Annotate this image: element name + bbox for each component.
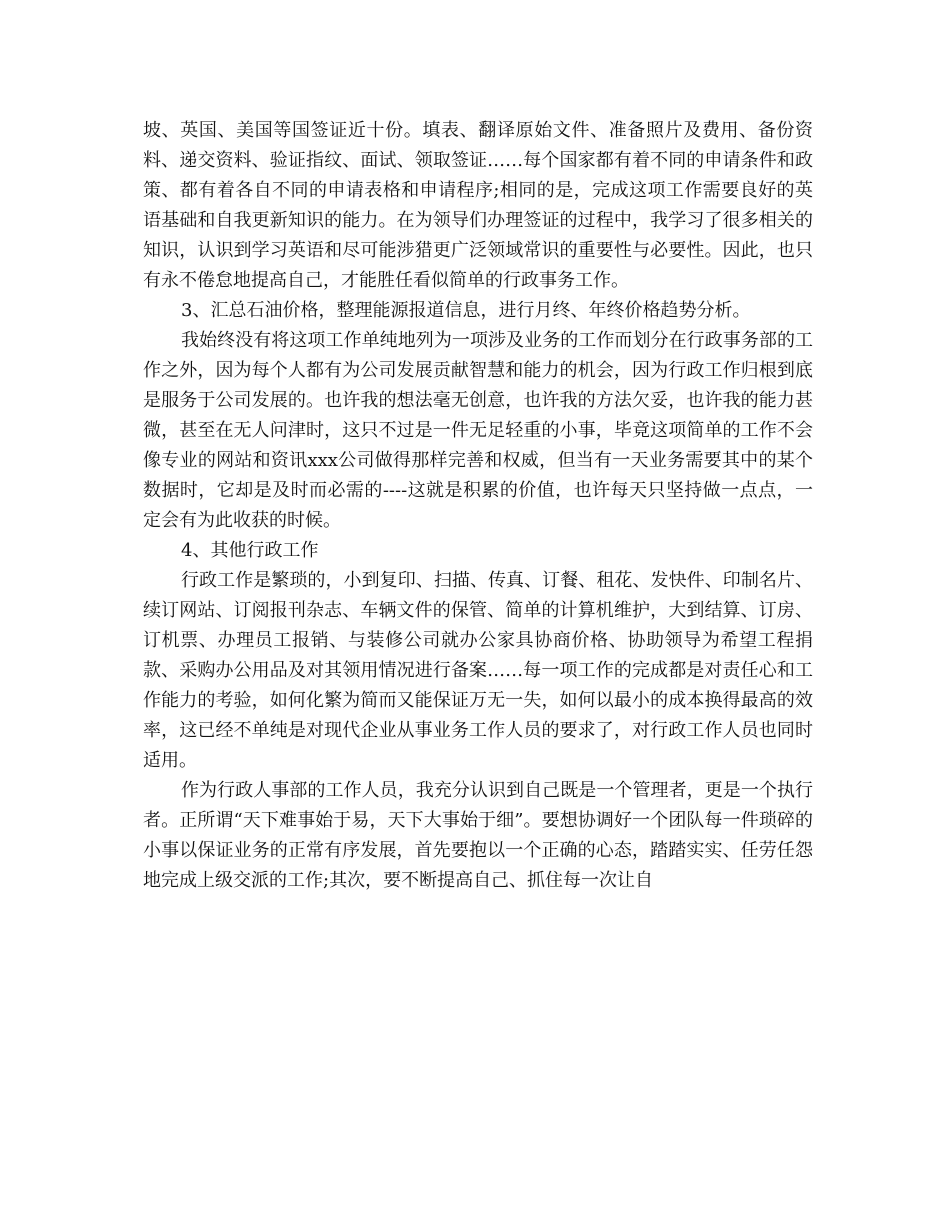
paragraph-manager-executor: 作为行政人事部的工作人员，我充分认识到自己既是一个管理者，更是一个执行者。正所谓“天下难事始于易，天下大事始于细”。要想协调好一个团队每一件琐碎的小事以保证业务的正常有序发展，首先要抱以一个正确的心态，踏踏实实、任劳任怨地完成上级交派的工作;其次，要不断提高自己、抓住每一次让自: [143, 780, 813, 891]
paragraph-admin-tasks: 行政工作是繁琐的，小到复印、扫描、传真、订餐、租花、发快件、印制名片、续订网站、订阅报刊杂志、车辆文件的保管、简单的计算机维护，大到结算、订房、订机票、办理员工报销、与装修公司就办公家具协商价格、协助领导为希望工程捐款、采购办公用品及对其领用情况进行备案……每一项工作的完成都是对责任心和工作能力的考验，如何化繁为简而又能保证万无一失，如何以最小的成本换得最高的效率，这已经不单纯是对现代企业从事业务工作人员的要求了，对行政工作人员也同时适用。: [143, 570, 813, 771]
section-heading-other-admin-work: 4、其他行政工作: [181, 540, 319, 561]
section-heading-oil-prices: 3、汇总石油价格，整理能源报道信息，进行月终、年终价格趋势分析。: [181, 300, 751, 321]
document-body: [143, 116, 813, 896]
paragraph-data-accumulation: 我始终没有将这项工作单纯地列为一项涉及业务的工作而划分在行政事务部的工作之外，因为每个人都有为公司发展贡献智慧和能力的机会，因为行政工作归根到底是服务于公司发展的。也许我的想法毫无创意，也许我的方法欠妥，也许我的能力甚微，甚至在无人问津时，这只不过是一件无足轻重的小事，毕竟这项简单的工作不会像专业的网站和资讯xxx公司做得那样完善和权威，但当有一天业务需要其中的某个数据时，它却是及时而必需的----这就是积累的价值，也许每天只坚持做一点点，一定会有为此收获的时候。: [143, 330, 813, 531]
paragraph-visa: 坡、英国、美国等国签证近十份。填表、翻译原始文件、准备照片及费用、备份资料、递交资料、验证指纹、面试、领取签证……每个国家都有着不同的申请条件和政策、都有着各自不同的申请表格和申请程序;相同的是，完成这项工作需要良好的英语基础和自我更新知识的能力。在为领导们办理签证的过程中，我学习了很多相关的知识，认识到学习英语和尽可能涉猎更广泛领域常识的重要性与必要性。因此，也只有永不倦怠地提高自己，才能胜任看似简单的行政事务工作。: [143, 120, 813, 291]
